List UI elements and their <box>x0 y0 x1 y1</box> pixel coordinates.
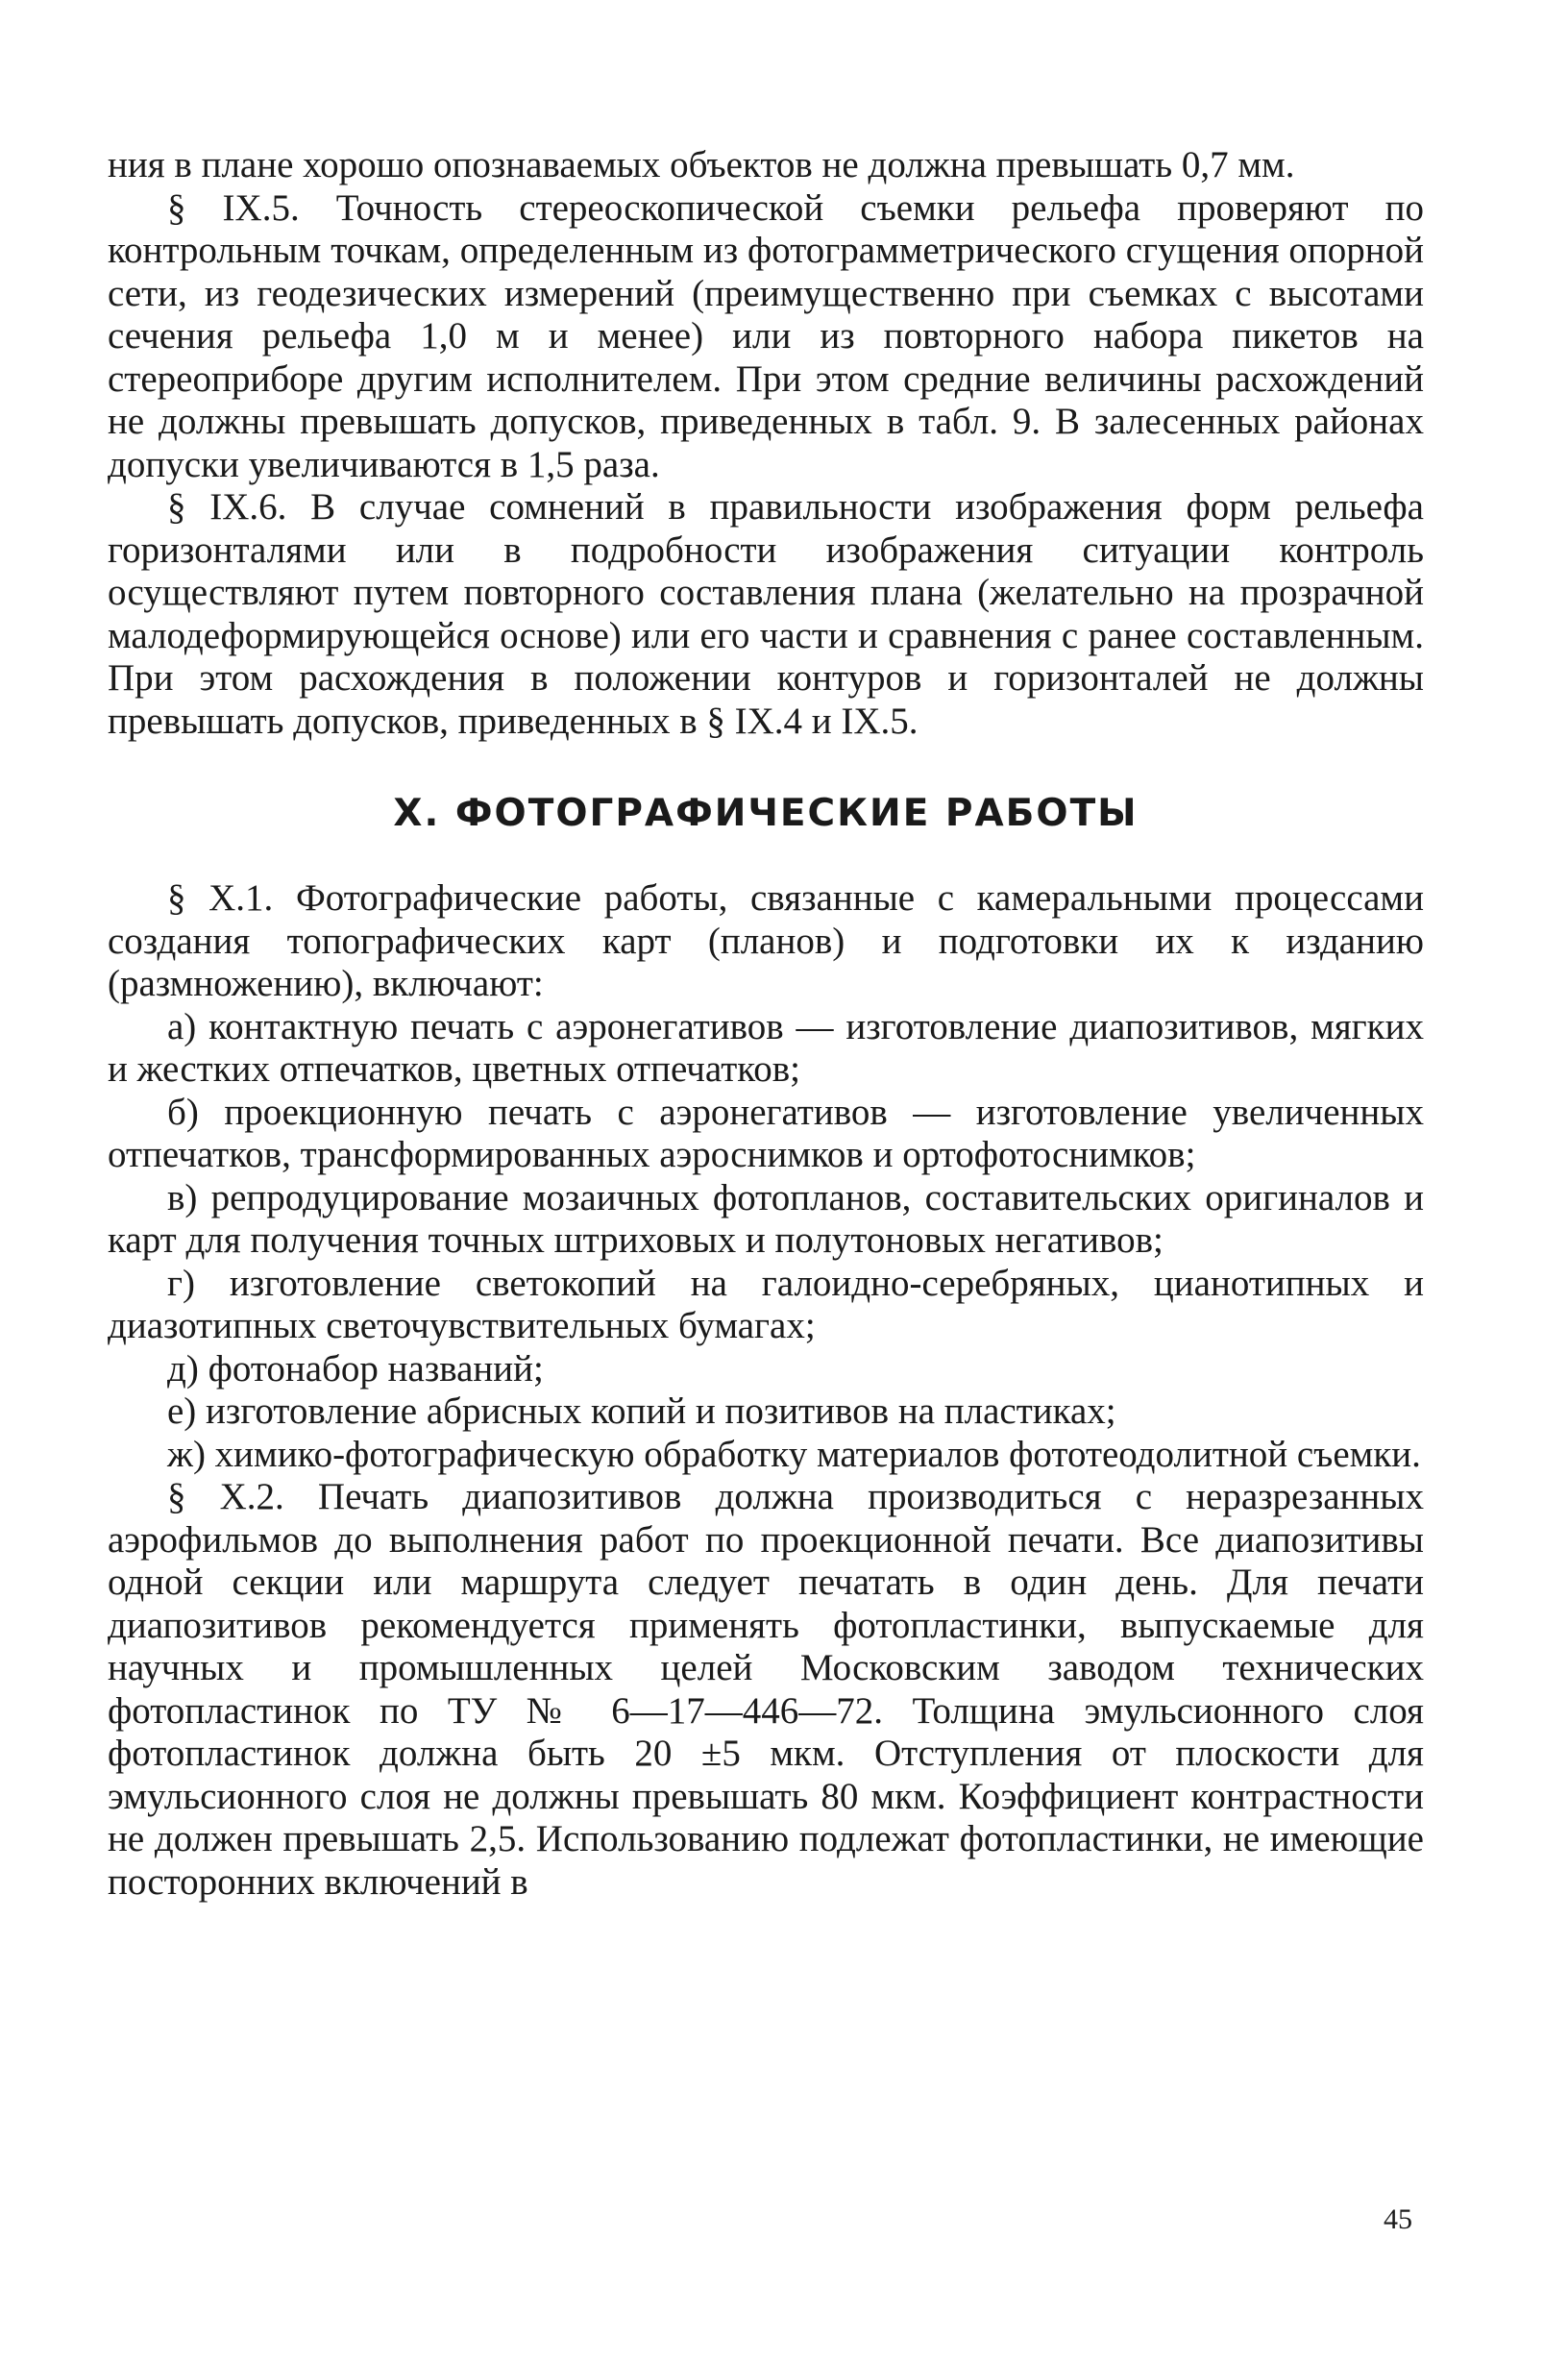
paragraph-ix-6: § IX.6. В случае сомнений в правильности изображения форм рельефа горизонталями или в подробности изображения ситуации контроль осуществляют путем повторного составления плана (желательно на прозрачной малодеформирующейся основе) или его части и сравнения с ранее составленным. При этом расхождения в положении контуров и горизонталей не должны превышать допусков, приведенных в § IX.4 и IX.5. <box>108 486 1424 742</box>
chapter-heading: X. ФОТОГРАФИЧЕСКИЕ РАБОТЫ <box>393 792 1139 835</box>
paragraph-ix-5: § IX.5. Точность стереоскопической съемки рельефа проверяют по контрольным точкам, определенным из фотограмметрического сгущения опорной сети, из геодезических измерений (преимущественно при съемках с высотами сечения рельефа 1,0 м и менее) или из повторного набора пикетов на стереоприборе другим исполнителем. При этом средние величины расхождений не должны превышать допусков, приведенных в табл. 9. В залесенных районах допуски увеличиваются в 1,5 раза. <box>108 186 1424 485</box>
list-item-zh: ж) химико-фотографическую обработку материалов фототеодолитной съемки. <box>167 1433 1421 1475</box>
list-item-e: е) изготовление абрисных копий и позитивов на пластиках; <box>167 1390 1116 1432</box>
list-item-v: в) репродуцирование мозаичных фотопланов, составительских оригиналов и карт для получения точных штриховых и полутоновых негативов; <box>108 1176 1424 1261</box>
list-item-g: г) изготовление светокопий на галоидно-серебряных, цианотипных и диазотипных светочувствительных бумагах; <box>108 1262 1424 1346</box>
paragraph-x-1: § X.1. Фотографические работы, связанные с камеральными процессами создания топографических карт (планов) и подготовки их к изданию (размножению), включают: <box>108 877 1424 1004</box>
page-number: 45 <box>1384 2203 1412 2235</box>
paragraph-x-2: § X.2. Печать диапозитивов должна производиться с неразрезанных аэрофильмов до выполнения работ по проекционной печати. Все диапозитивы одной секции или маршрута следует печатать в один день. Для печати диапозитивов рекомендуется применять фотопластинки, выпускаемые для научных и промышленных целей Московским заводом технических фотопластинок по ТУ № 6—17—446—72. Толщина эмульсионного слоя фотопластинок должна быть 20 ±5 мкм. Отступления от плоскости для эмульсионного слоя не должны превышать 80 мкм. Коэффициент контрастности не должен превышать 2,5. Использованию подлежат фотопластинки, не имеющие посторонних включений в <box>108 1476 1424 1903</box>
list-item-a: а) контактную печать с аэронегативов — изготовление диапозитивов, мягких и жестких отпечатков, цветных отпечатков; <box>108 1005 1424 1090</box>
list-item-d: д) фотонабор названий; <box>167 1347 544 1390</box>
page-body <box>108 144 1424 1904</box>
list-item-b: б) проекционную печать с аэронегативов — изготовление увеличенных отпечатков, трансформированных аэроснимков и ортофотоснимков; <box>108 1091 1424 1175</box>
paragraph-ix-continuation: ния в плане хорошо опознаваемых объектов не должна превышать 0,7 мм. <box>108 144 1295 185</box>
